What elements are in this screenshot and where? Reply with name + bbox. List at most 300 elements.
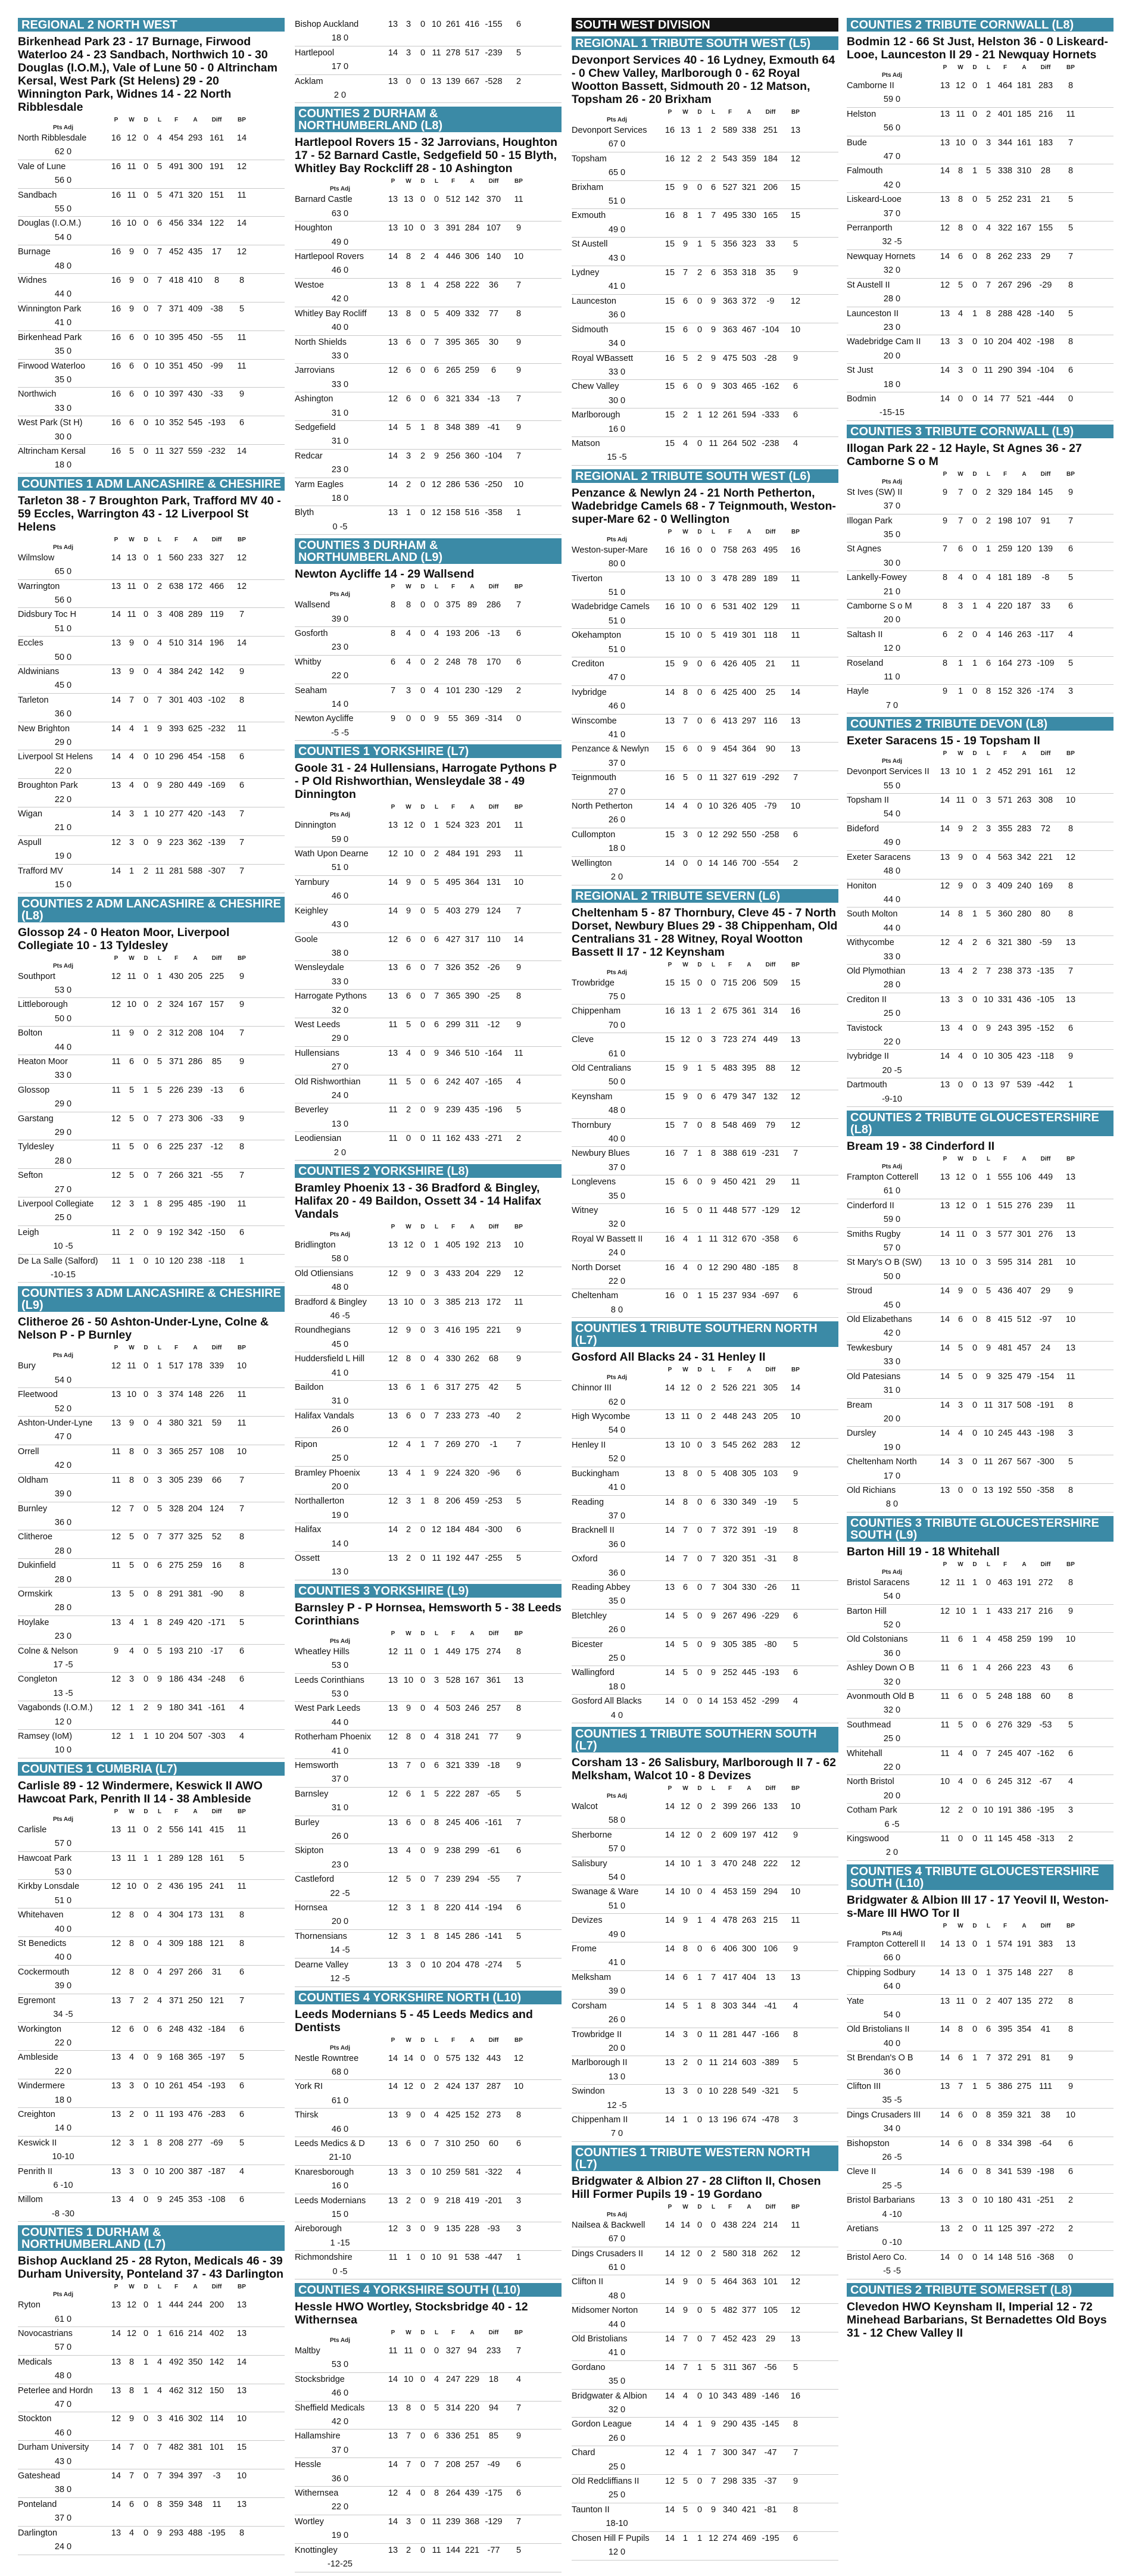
stat-cell: 14 — [388, 2516, 398, 2527]
stat-cell: 228 — [722, 2087, 738, 2097]
stat-cell: 305 — [169, 1475, 184, 1485]
stat-cell: 1 — [129, 1703, 135, 1713]
stat-cell: 153 — [722, 1696, 738, 1707]
team-name: Ossett — [295, 1553, 320, 1563]
table-row — [572, 1289, 838, 1318]
stat-cell: 2 — [682, 2058, 688, 2068]
stat-cell: 0 — [697, 1383, 703, 1393]
team-name: Hullensians — [295, 1048, 339, 1058]
stat-cell: 101 — [209, 2443, 224, 2453]
stat-cell: 14 — [940, 1286, 950, 1296]
stat-cell: 12 — [111, 1532, 121, 1542]
stat-cell: 35 0 — [54, 375, 72, 385]
table-row — [295, 905, 562, 933]
stat-cell: 68 0 — [331, 2067, 349, 2077]
stat-cell: 334 — [464, 394, 480, 404]
stat-cell: 6 — [710, 268, 716, 278]
stat-cell: 0 — [420, 1761, 426, 1770]
table-row — [847, 880, 1113, 908]
stat-cell: 28 0 — [54, 1546, 72, 1556]
table-row — [18, 750, 285, 779]
stat-cell: 8 — [793, 2029, 799, 2039]
stat-cell: 20 0 — [883, 1414, 901, 1424]
stat-cell: 55 0 — [883, 781, 901, 791]
team-name: Reading — [572, 1497, 604, 1507]
table-row — [18, 551, 285, 580]
stat-cell: 44 0 — [54, 289, 72, 300]
table-row — [18, 1112, 285, 1141]
stat-cell: 2 — [710, 2248, 716, 2259]
stat-cell: 10 — [236, 1361, 247, 1371]
table-header — [18, 1344, 285, 1359]
stat-cell: 301 — [741, 631, 757, 641]
stat-cell: 42 0 — [883, 1328, 901, 1339]
stat-cell: 10 -5 — [53, 1242, 73, 1252]
stat-cell: 7 0 — [885, 700, 899, 710]
stat-cell: 478 — [722, 573, 738, 584]
stat-cell: 14 — [665, 858, 675, 868]
column-label: A — [747, 1785, 751, 1792]
stat-cell: 10 — [154, 2166, 165, 2176]
stat-cell: 310 — [445, 2138, 461, 2148]
stat-cell: 13 — [940, 1172, 950, 1182]
stat-cell: 9 — [390, 714, 396, 724]
stat-cell: 4 — [129, 1646, 135, 1656]
stat-cell: 13 — [665, 573, 675, 584]
stat-cell: 106 — [1016, 1172, 1032, 1182]
stat-cell: 321 — [445, 1761, 461, 1770]
column-label: A — [747, 1367, 751, 1374]
stat-cell: 329 — [1016, 1720, 1032, 1730]
stat-cell: 7 — [157, 1532, 163, 1542]
stat-cell: 8 — [942, 573, 948, 583]
stat-cell: 59 0 — [883, 95, 901, 105]
table-row — [572, 572, 838, 601]
league-title: COUNTIES 1 YORKSHIRE (L7) — [295, 744, 562, 759]
stat-cell: 243 — [997, 1023, 1013, 1033]
stat-cell: 9 — [1068, 2081, 1074, 2091]
stat-cell: 248 — [997, 1692, 1013, 1701]
stat-cell: 0 — [697, 573, 703, 584]
table-row — [18, 665, 285, 694]
stat-cell: 543 — [722, 154, 738, 164]
stat-cell: 200 — [169, 2166, 184, 2176]
stat-cell: 2 — [985, 516, 991, 526]
stat-cell: 9 — [710, 2505, 716, 2515]
match-results: Bridgwater & Albion 27 - 28 Clifton II, Chosen Hill Former Pupils 19 - 19 Gordano — [572, 2174, 821, 2201]
table-row — [572, 1410, 838, 1439]
team-column-header — [847, 1561, 937, 1568]
stat-cell: 12 — [790, 2248, 801, 2259]
stat-cell: 9 — [1068, 1052, 1074, 1062]
stat-cell: 0 — [420, 2374, 426, 2384]
stat-cell: 6 — [942, 629, 948, 640]
stat-cell: -358 — [485, 508, 503, 518]
stat-cell: 1 — [143, 1732, 149, 1741]
stat-cell: 11 — [388, 1134, 398, 1144]
stat-cell: 32 0 — [883, 266, 901, 276]
stat-cell: 120 — [1016, 544, 1032, 554]
column-label: Diff — [488, 178, 499, 185]
stat-cell: 0 — [972, 223, 978, 233]
team-name: Sedgefield — [295, 422, 336, 432]
stat-cell: -26 — [764, 1582, 777, 1592]
stat-cell: 13 — [940, 1023, 950, 1033]
stat-cell: -55 — [210, 1171, 223, 1181]
stat-cell: 204 — [188, 1504, 203, 1514]
stat-cell: 302 — [188, 2414, 203, 2424]
stat-cell: 0 — [143, 1532, 149, 1542]
stat-cell: 352 — [464, 963, 480, 973]
stat-cell: 3 — [406, 451, 411, 461]
team-column-header — [18, 116, 108, 124]
team-name: Old Otliensians — [295, 1268, 354, 1278]
column-label: D — [144, 1345, 148, 1352]
stat-cell: 291 — [1016, 767, 1032, 777]
stat-cell: 6 — [239, 1646, 245, 1656]
stat-cell: 0 — [972, 1777, 978, 1787]
stat-cell: 3 — [516, 2195, 522, 2206]
stat-cell: 13 — [111, 1390, 121, 1400]
column-label: BP — [238, 536, 246, 543]
team-name: Saltash II — [847, 629, 883, 640]
stat-cell: 36 0 — [608, 1539, 626, 1549]
stat-cell: 6 — [957, 2110, 963, 2120]
stat-cell: 15 — [665, 1177, 675, 1187]
column-label: L — [157, 955, 162, 962]
stat-cell: 5 — [239, 2053, 245, 2063]
stat-cell: 14 — [665, 2362, 675, 2372]
table-row — [847, 600, 1113, 628]
stat-cell: 14 — [940, 1967, 950, 1978]
column-label: Diff — [1040, 1561, 1051, 1568]
stat-cell: 409 — [445, 308, 461, 319]
stat-cell: 571 — [997, 796, 1013, 806]
stat-cell: 57 0 — [883, 1243, 901, 1253]
table-row — [572, 1233, 838, 1261]
stat-cell: 13 0 — [608, 2072, 626, 2082]
stat-cell: 51 0 — [54, 1895, 72, 1906]
stat-cell: 11 — [111, 1227, 121, 1237]
stat-cell: 2 — [972, 824, 978, 834]
stat-cell: 1 — [972, 166, 978, 176]
stat-cell: 45 0 — [54, 681, 72, 691]
stat-cell: 12 — [680, 1035, 691, 1045]
team-name: Wadebridge Camels — [572, 602, 650, 612]
column-label: Diff — [488, 1224, 499, 1230]
column-label: P — [114, 1808, 118, 1815]
table-row — [18, 2356, 285, 2384]
team-name: Launceston II — [847, 308, 899, 319]
stat-cell: 238 — [445, 1846, 461, 1856]
stat-cell: 35 0 — [54, 347, 72, 357]
stat-cell: 4 — [682, 802, 688, 812]
stat-cell: 0 — [697, 1887, 703, 1897]
team-column-header — [295, 2329, 385, 2337]
stat-cell: -40 — [487, 1411, 500, 1421]
stat-cell: 10 — [431, 20, 442, 29]
team-name: Bury — [18, 1361, 36, 1371]
stat-cell: 3 — [682, 829, 688, 840]
stat-cell: 0 — [420, 1553, 426, 1563]
table-row — [295, 478, 562, 507]
stat-cell: 293 — [188, 133, 203, 143]
table-row — [295, 1103, 562, 1132]
table-row — [572, 1885, 838, 1914]
stat-cell: 18 — [488, 2374, 499, 2384]
stat-cell: 0 — [972, 1023, 978, 1033]
match-results: Barton Hill 19 - 18 Whitehall — [847, 1545, 1000, 1558]
stat-cell: 0 — [143, 2024, 149, 2034]
stat-cell: 13 — [1065, 1939, 1076, 1949]
stat-cell: 257 — [486, 1704, 501, 1714]
league-section-counties-2-tribute-cornwall-l8 — [847, 18, 1113, 421]
league-title: COUNTIES 3 TRIBUTE CORNWALL (L9) — [847, 425, 1113, 439]
stat-cell: 26 -5 — [882, 2152, 902, 2162]
stat-cell: 184 — [763, 154, 778, 164]
stat-cell: 14 — [388, 906, 398, 916]
stat-cell: 12 — [665, 2448, 675, 2458]
team-name: Old Redcliffians II — [572, 2477, 640, 2487]
stat-cell: 25 0 — [331, 1454, 349, 1464]
team-name: Bodmin — [847, 394, 877, 404]
league-title: COUNTIES 4 YORKSHIRE NORTH (L10) — [295, 1991, 562, 2006]
stat-cell: 0 — [957, 1834, 963, 1844]
column-label: Pts Adj — [881, 1930, 903, 1937]
league-section-counties-1-adm-lancashire-cheshire — [18, 477, 285, 893]
stat-cell: 6 — [793, 1668, 799, 1678]
stat-cell: 4 0 — [610, 1710, 623, 1720]
stat-cell: 5 — [710, 631, 716, 641]
column-label: A — [1022, 750, 1027, 757]
stat-cell: 2 — [406, 2545, 411, 2555]
column-label: Pts Adj — [606, 536, 628, 543]
stat-cell: 9 — [157, 1674, 163, 1685]
stat-cell: 0 -5 — [332, 522, 348, 532]
stat-cell: 723 — [722, 1035, 738, 1045]
stat-cell: 12 — [111, 2138, 121, 2148]
stat-cell: 9 — [710, 1177, 716, 1187]
stat-cell: 5 — [957, 280, 963, 290]
stat-cell: 464 — [997, 81, 1013, 91]
stat-cell: 1 — [420, 280, 426, 290]
table-row — [572, 1829, 838, 1857]
stat-cell: 1 — [157, 971, 163, 981]
stat-cell: 14 — [236, 446, 247, 456]
column-label: F — [174, 117, 179, 123]
stat-cell: 495 — [445, 877, 461, 887]
stat-cell: 314 — [445, 2403, 461, 2413]
stat-cell: 6 — [516, 1846, 522, 1856]
stat-cell: 14 — [790, 1383, 801, 1393]
stat-cell: 4 — [682, 2448, 688, 2458]
stat-cell: 27 0 — [608, 787, 626, 797]
team-column-header — [18, 1808, 108, 1816]
team-name: Darlington — [18, 2528, 58, 2538]
stat-cell: 300 — [741, 1944, 757, 1954]
stat-cell: 0 — [697, 1440, 703, 1450]
team-name: Whitehall — [847, 1748, 882, 1758]
column-label: A — [193, 1345, 198, 1352]
stat-cell: 5 — [710, 1468, 716, 1479]
team-name: Seaham — [295, 685, 327, 696]
stat-cell: 9 — [433, 1846, 439, 1856]
stat-cell: 419 — [464, 2195, 480, 2206]
team-name: Topsham II — [847, 796, 889, 806]
column-label: F — [451, 1630, 456, 1637]
stat-cell: 2 0 — [610, 872, 623, 882]
stat-cell: 453 — [722, 1887, 738, 1897]
stat-cell: 167 — [1016, 223, 1032, 233]
team-name: South Molton — [847, 909, 898, 919]
stat-cell: 7 — [985, 966, 991, 976]
team-name: Northallerton — [295, 1496, 345, 1507]
table-row — [847, 2080, 1113, 2109]
stat-cell: 1 — [972, 2081, 978, 2091]
stat-cell: 1 — [157, 2329, 163, 2338]
column-label: A — [470, 2037, 475, 2044]
stat-cell: 6 — [957, 2167, 963, 2177]
table-row — [572, 238, 838, 266]
stat-cell: 11 — [791, 659, 800, 669]
table-row — [847, 514, 1113, 543]
stat-cell: 1 — [697, 1063, 703, 1073]
stat-cell: 14 -5 — [330, 1945, 350, 1956]
stat-cell: 161 — [1038, 767, 1053, 777]
stat-cell: 5 — [239, 2138, 245, 2148]
stat-cell: 1 — [157, 1361, 163, 1371]
stat-cell: 11 — [709, 1234, 718, 1244]
stat-cell: 10 — [431, 1960, 442, 1970]
stat-cell: 375 — [445, 600, 461, 610]
stat-cell: -12 — [210, 1142, 223, 1152]
stat-cell: 220 — [464, 2403, 480, 2413]
stat-cell: 52 0 — [608, 1454, 626, 1464]
stat-cell: 0 — [972, 1052, 978, 1062]
stat-cell: 6 — [516, 657, 522, 667]
stat-cell: 0 — [420, 1846, 426, 1856]
stat-cell: 40 0 — [883, 2038, 901, 2048]
table-row — [295, 1645, 562, 1674]
team-name: Frampton Cotterell — [847, 1172, 919, 1182]
stat-cell: 11 — [791, 2220, 800, 2230]
stat-cell: 12 0 — [883, 644, 901, 654]
stat-cell: 59 — [211, 1418, 222, 1429]
team-name: Ivybridge II — [847, 1052, 889, 1062]
stat-cell: 0 — [143, 1967, 149, 1977]
stat-cell: 28 0 — [54, 1574, 72, 1585]
table-row — [18, 1055, 285, 1084]
table-header — [295, 177, 562, 193]
stat-cell: 32 0 — [883, 1705, 901, 1716]
stat-cell: 263 — [1016, 796, 1032, 806]
stat-cell: 0 — [143, 1446, 149, 1457]
table-row — [295, 1816, 562, 1845]
column-label: Diff — [211, 955, 222, 962]
stat-cell: 238 — [997, 966, 1013, 976]
stat-cell: 14 — [111, 2471, 121, 2481]
stat-cell: 0 — [143, 1504, 149, 1514]
stat-cell: 91 — [448, 2253, 458, 2263]
stat-cell: 11 — [237, 1199, 247, 1209]
stat-cell: 362 — [188, 837, 203, 847]
stat-cell: 365 — [445, 991, 461, 1002]
table-row — [18, 132, 285, 160]
column-label: Pts Adj — [52, 1352, 74, 1359]
stat-cell: 12 — [680, 1830, 691, 1840]
column-label: Diff — [488, 584, 499, 591]
team-name: Crediton II — [847, 994, 887, 1005]
stat-cell: -164 — [485, 1048, 503, 1058]
stat-cell: 330 — [445, 1354, 461, 1364]
stat-cell: 6 — [406, 934, 411, 944]
column-label: F — [728, 109, 732, 116]
table-row — [847, 685, 1113, 713]
column-label: P — [943, 64, 947, 71]
stat-cell: 7 — [682, 268, 688, 278]
stat-cell: 581 — [464, 2167, 480, 2177]
stat-cell: 14 0 — [331, 1539, 349, 1549]
column-label: Pts Adj — [881, 72, 903, 79]
stat-cell: 5 — [406, 422, 411, 432]
table-header — [18, 1808, 285, 1823]
team-name: St Austell — [572, 239, 608, 250]
column-label: Pts Adj — [329, 186, 351, 193]
stat-cell: 259 — [1016, 1635, 1032, 1645]
stat-cell: 7 — [710, 211, 716, 221]
team-name: Henley II — [572, 1440, 606, 1450]
stat-cell: 248 — [445, 657, 461, 667]
stat-cell: 2 — [433, 849, 439, 859]
team-name: Swanage & Ware — [572, 1887, 639, 1897]
stat-cell: 125 — [997, 2224, 1013, 2234]
stat-cell: 334 — [997, 2138, 1013, 2148]
stat-cell: 6 — [516, 2488, 522, 2499]
stat-cell: -321 — [762, 2087, 779, 2097]
stat-cell: 226 — [169, 1085, 184, 1095]
column-label: P — [943, 1922, 947, 1929]
stat-cell: 4 — [157, 1995, 163, 2006]
stat-cell: 10 — [680, 573, 691, 584]
table-row — [18, 2137, 285, 2165]
stat-cell: 4 — [985, 852, 991, 862]
stat-cell: 11 — [514, 1297, 523, 1307]
stat-cell: -258 — [762, 829, 779, 840]
stat-cell: 48 0 — [883, 866, 901, 877]
stat-cell: 46 0 — [54, 2428, 72, 2438]
stat-cell: 343 — [722, 2391, 738, 2401]
stat-cell: 216 — [1038, 1606, 1053, 1616]
stat-cell: 334 — [188, 219, 203, 229]
stat-cell: 72 — [1040, 824, 1051, 834]
column-label: F — [728, 528, 732, 535]
column-label: D — [420, 804, 425, 811]
stat-cell: 14 0 — [331, 700, 349, 710]
table-row — [295, 1788, 562, 1816]
team-name: Acklam — [295, 76, 323, 86]
table-row — [295, 336, 562, 364]
stat-cell: 221 — [464, 2545, 480, 2555]
table-row — [295, 222, 562, 250]
stat-cell: 2 — [697, 353, 703, 363]
stat-cell: 245 — [997, 1429, 1013, 1439]
stat-cell: 9 — [516, 337, 522, 347]
stat-cell: 89 — [467, 600, 478, 610]
stat-cell: 186 — [169, 1674, 184, 1685]
stat-cell: -231 — [762, 1149, 779, 1159]
stat-cell: 11 — [127, 971, 136, 981]
stat-cell: 4 — [793, 1696, 799, 1707]
